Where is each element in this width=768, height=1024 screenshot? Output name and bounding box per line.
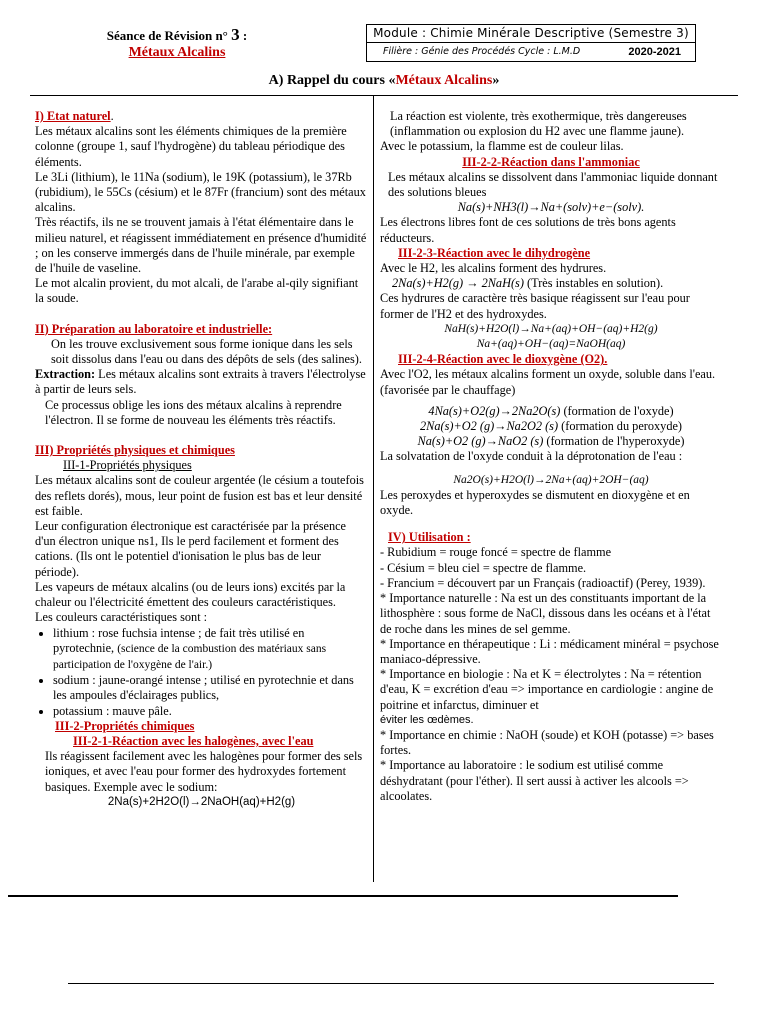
recall-suffix: » (492, 73, 500, 88)
equation-oxide-note: (formation de l'oxyde) (560, 403, 674, 418)
subsection-dioxygene: III-2-4-Réaction avec le dioxygène (O2). (398, 352, 608, 367)
left-column: I) Etat naturel. Les métaux alcalins sont les éléments chimiques de la première colonne (groupe 1, sauf l'hydrogène) du tableau périodique des éléments. Le 3Li (lithium), le 11Na (sodium), le 19K (potassium), le 37Rb (rubidium), le 55Cs (césium) et le 87Fr (francium) sont des métaux alcalins. Très réactifs, ils ne se trouvent jamais à l'état élémentaire dans le milieu naturel, et réagissent immédiatement en présence d'humidité ; on les conserve immergés dans de l'huile minérale, par exemple de l'huile de vaseline. Le mot alcalin provient, du mot alcali, de l'arabe al-qily signifiant la soude. II) Préparation au laboratoire et industrielle: On les trouve exclusivement sous forme ionique dans les sels soit dissolus dans l'eau ou dans des dépôts de sels (des salines). Extraction: Les métaux alcalins sont extraits à travers l'électrolyse à partir de leurs sels. Ce processus oblige les ions des métaux alcalins à reprendre l'électron. Il se forme de nouveau les éléments très réactifs. III) Propriétés physiques et chimiques III-1-Propriétés physiques Les métaux alcalins sont de couleur argentée (le césium a toutefois des reflets dorés), mous, leur point de fusion est bas et leur densité est faible. Leur configuration électronique est caractérisée par la présence d'un électron unique ns1, Ils le perd facilement et forment des cations. (Ils ont le potentiel d'ionisation le plus bas de leur période). Les vapeurs de métaux alcalins (ou de leurs ions) excités par la chaleur ou l'électricité émettent des couleurs caractéristiques. Les couleurs caractéristiques sont : • lithium : rose fuchsia intense ; de fait très utilisé en pyrotechnie, (science de la combustion des matériaux sans participation de l'oxygène de l'air.) • sodium : jaune-orangé intense ; utilisé en pyrotechnie et dans les ampoules d'éclairages publics, • potassium : mauve pâle. III-2-Propriétés chimiques III-2-1-Réaction avec les halogènes, avec l'eau Ils réagissent facilement avec les halogènes pour former des sels ioniques, et avec l'eau pour former des hydroxydes fortement basiques. Exemple avec le sodium: 2Na(s)+2H2O(l)→2NaOH(aq)+H2(g) (35, 109, 368, 810)
section-proprietes: III) Propriétés physiques et chimiques (35, 443, 235, 458)
seance-number: 3 (231, 25, 240, 44)
use-cesium: - Césium = bleu ciel = spectre de flamme. (380, 560, 587, 575)
equation-hydride: 2Na(s)+H2(g) → 2NaH(s) (392, 276, 524, 291)
use-chemistry: * Importance en chimie : NaOH (soude) et KOH (potasse) => bases fortes. (380, 727, 714, 758)
equation-naoh: Na+(aq)+OH−(aq)=NaOH(aq) (476, 338, 626, 351)
seance-prefix: Séance de Révision n° (106, 28, 228, 43)
halogenes-p1: Ils réagissent facilement avec les halogènes pour former des sels ioniques, et avec l'eau pour former des hydroxydes fortement basiques. Exemple avec le sodium: (45, 749, 363, 794)
physiques-p2: Leur configuration électronique est caractérisée par la présence d'un électron unique ns1, Ils le perd facilement et forment des cations. (Ils ont le potentiel d'ionisation le plus bas de leur période). (35, 519, 347, 579)
seance-title (92, 26, 262, 61)
equation-peroxide: 2Na(s)+O2 (g)→Na2O2 (s) (419, 419, 559, 434)
use-rubidium: Rubidium = rouge foncé = spectre de flamme (387, 545, 612, 560)
etat-naturel-p2: Le 3Li (lithium), le 11Na (sodium), le 19K (potassium), le 37Rb (rubidium), le 55Cs (césium) et le 87Fr (francium) sont des métaux alcalins. (35, 169, 366, 215)
use-biology: * Importance en biologie : Na et K = électrolytes : Na = rétention d'eau, K = excrétion d'eau => importance en cardiologie : angine de poitrine et infarctus, diminuer et (380, 667, 714, 712)
dioxygene-p1: Avec l'O2, les métaux alcalins forment un oxyde, soluble dans l'eau. (favorisée par le chauffage) (380, 367, 716, 397)
column-divider (373, 95, 374, 882)
subsection-dihydrogene: III-2-3-Réaction avec le dihydrogène (398, 245, 591, 260)
equation-ammoniac: Na(s)+NH3(l)→Na+(solv)+e−(solv). (457, 200, 645, 215)
etat-naturel-p1: Les métaux alcalins sont les éléments chimiques de la première colonne (groupe 1, sauf l'hydrogène) du tableau périodique des éléments. (35, 124, 347, 169)
top-rule (30, 95, 738, 96)
recall-prefix: A) Rappel du cours « (268, 73, 396, 88)
preparation-p1: On les trouve exclusivement sous forme ionique dans les sels soit dissolus dans l'eau ou dans des dépôts de sels (des salines). (51, 336, 362, 367)
etat-naturel-p4: Le mot alcalin provient, du mot alcali, de l'arabe al-qily signifiant la soude. (35, 276, 359, 306)
reaction-p1: La réaction est violente, très exothermique, très dangereuses (inflammation ou explosion du H2 avec une flamme jaune). (390, 109, 687, 139)
equation-peroxide-note: (formation du peroxyde) (558, 419, 683, 434)
equation-solvation: Na2O(s)+H2O(l)→2Na+(aq)+2OH−(aq) (453, 473, 649, 486)
use-francium: - Francium = découvert par un Français (radioactif) (Perey, 1939). (380, 575, 706, 590)
seance-subtitle: Métaux Alcalins (128, 45, 226, 60)
filiere-line (367, 43, 695, 61)
equation-hydride-note: (Très instables en solution). (523, 276, 664, 291)
subsection-halogenes: III-2-1-Réaction avec les halogènes, avec l'eau (73, 733, 314, 748)
subsection-chimiques: III-2-Propriétés chimiques (55, 718, 195, 733)
equation-hydride-water: NaH(s)+H2O(l)→Na+(aq)+OH−(aq)+H2(g) (444, 322, 658, 335)
section-etat-naturel: I) Etat naturel (35, 109, 111, 123)
extraction-text: Les métaux alcalins sont extraits à travers l'électrolyse à partir de leurs sels. (35, 367, 366, 397)
use-laboratory: * Importance au laboratoire : le sodium est utilisé comme déshydratant (pour l'éther). Il sert aussi à activer les alcools => alcoolates. (380, 758, 689, 803)
module-label: Module : Chimie Minérale Descriptive (Semestre 3) (367, 25, 695, 43)
equation-na-water: 2Na(s)+2H2O(l)→2NaOH(aq)+H2(g) (107, 795, 296, 808)
equation-hyperoxide-note: (formation de l'hyperoxyde) (543, 434, 685, 449)
right-column: La réaction est violente, très exothermique, très dangereuses (inflammation ou explosion du H2 avec une flamme jaune). Avec le potassium, la flamme est de couleur lilas. III-2-2-Réaction dans l'ammoniac Les métaux alcalins se dissolvent dans l'ammoniac liquide donnant des solutions bleues Na(s)+NH3(l)→Na+(solv)+e−(solv). Les électrons libres font de ces solutions de très bons agents réducteurs. III-2-3-Réaction avec le dihydrogène Avec le H2, les alcalins forment des hydrures. 2Na(s)+H2(g) → 2NaH(s) (Très instables en solution). Ces hydrures de caractère très basique réagissent sur l'eau pour former de l'H2 et des hydroxydes. NaH(s)+H2O(l)→Na+(aq)+OH−(aq)+H2(g) Na+(aq)+OH−(aq)=NaOH(aq) III-2-4-Réaction avec le dioxygène (O2). Avec l'O2, les métaux alcalins forment un oxyde, soluble dans l'eau. (favorisée par le chauffage) 4Na(s)+O2(g)→2Na2O(s) (formation de l'oxyde) 2Na(s)+O2 (g)→Na2O2 (s) (formation du peroxyde) Na(s)+O2 (g)→NaO2 (s) (formation de l'hyperoxyde) La solvatation de l'oxyde conduit à la déprotonation de l'eau : Na2O(s)+H2O(l)→2Na+(aq)+2OH−(aq) Les peroxydes et hyperoxydes se dismutent en dioxygène et en oxyde. IV) Utilisation : - Rubidium = rouge foncé = spectre de flamme - Césium = bleu ciel = spectre de flamme. - Francium = découvert par un Français (radioactif) (Perey, 1939). * Importance naturelle : Na est un des constituants important de la lithosphère : sous forme de NaCl, dissous dans les océans et à l'état de roche dans les mines de sel gemme. * Importance en thérapeutique : Li : médicament minéral = psychose maniaco-dépressive. * Importance en biologie : Na et K = électrolytes : Na = rétention d'eau, K = excrétion d'eau => importance en cardiologie : angine de poitrine et infarctus, diminuer et éviter les œdèmes. * Importance en chimie : NaOH (soude) et KOH (potasse) => bases fortes. * Importance au laboratoire : le sodium est utilisé comme déshydratant (pour l'éther). Il sert aussi à activer les alcools => alcoolates. (380, 109, 722, 804)
recall-heading (0, 73, 768, 89)
use-nature: * Importance naturelle : Na est un des constituants important de la lithosphère : sous forme de NaCl, dissous dans les océans et à l'état de roche dans les mines de sel gemme. (380, 591, 711, 636)
etat-naturel-p3: Très réactifs, ils ne se trouvent jamais à l'état élémentaire dans le milieu naturel, et réagissent immédiatement en présence d'humidité ; on les conserve immergés dans de l'huile minérale, par exemple de l'huile de vaseline. (35, 215, 367, 276)
reaction-p2: Avec le potassium, la flamme est de couleur lilas. (380, 139, 624, 154)
footer-rule (68, 983, 714, 984)
ammoniac-p1: Les métaux alcalins se dissolvent dans l'ammoniac liquide donnant des solutions bleues (388, 169, 718, 200)
seance-suffix: : (242, 28, 248, 43)
physiques-p4: Les couleurs caractéristiques sont : (35, 610, 208, 625)
physiques-p3: Les vapeurs de métaux alcalins (ou de leurs ions) excités par la chaleur ou l'électricité émettent des couleurs caractéristiques. (35, 579, 346, 610)
physiques-p1: Les métaux alcalins sont de couleur argentée (le césium a toutefois des reflets dorés), mous, leur point de fusion est bas et leur densité est faible. (35, 473, 364, 518)
filiere-label: Filière : Génie des Procédés Cycle : L.M.D (383, 46, 581, 57)
section-utilisation: IV) Utilisation : (388, 530, 471, 545)
dihydrogene-p1: Avec le H2, les alcalins forment des hydrures. (380, 261, 607, 276)
subsection-physiques: III-1-Propriétés physiques (63, 458, 192, 473)
colors-list (35, 626, 368, 719)
subsection-ammoniac: III-2-2-Réaction dans l'ammoniac (462, 154, 640, 169)
bottom-rule (8, 895, 678, 897)
color-item-potassium: • potassium : mauve pâle. (53, 704, 368, 719)
recall-highlight: Métaux Alcalins (395, 73, 493, 88)
dioxygene-p3: Les peroxydes et hyperoxydes se dismutent en dioxygène et en oxyde. (380, 487, 690, 518)
equation-hyperoxide: Na(s)+O2 (g)→NaO2 (s) (417, 434, 544, 449)
use-biology-end: éviter les œdèmes. (380, 713, 474, 726)
ammoniac-p2: Les électrons libres font de ces solutions de très bons agents réducteurs. (380, 215, 676, 245)
equation-oxide: 4Na(s)+O2(g)→2Na2O(s) (428, 403, 561, 418)
dioxygene-p2: La solvatation de l'oxyde conduit à la déprotonation de l'eau : (380, 449, 683, 464)
section-preparation: II) Préparation au laboratoire et industrielle: (35, 321, 273, 336)
extraction-label: Extraction: (35, 367, 96, 382)
color-item-lithium: • lithium : rose fuchsia intense ; de fait très utilisé en pyrotechnie, (science de la combustion des matériaux sans participation de l'oxygène de l'air.) (53, 626, 368, 674)
module-box (366, 24, 696, 62)
academic-year: 2020-2021 (628, 46, 681, 58)
use-therapeutic: * Importance en thérapeutique : Li : médicament minéral = psychose maniaco-dépressive. (380, 636, 719, 666)
dihydrogene-p2: Ces hydrures de caractère très basique réagissent sur l'eau pour former de l'H2 et des hydroxydes. (380, 291, 690, 321)
preparation-p3: Ce processus oblige les ions des métaux alcalins à reprendre l'électron. Il se forme de nouveau les éléments très réactifs. (45, 397, 342, 427)
color-item-sodium: • sodium : jaune-orangé intense ; utilisé en pyrotechnie et dans les ampoules d'éclairages publics, (53, 673, 368, 703)
